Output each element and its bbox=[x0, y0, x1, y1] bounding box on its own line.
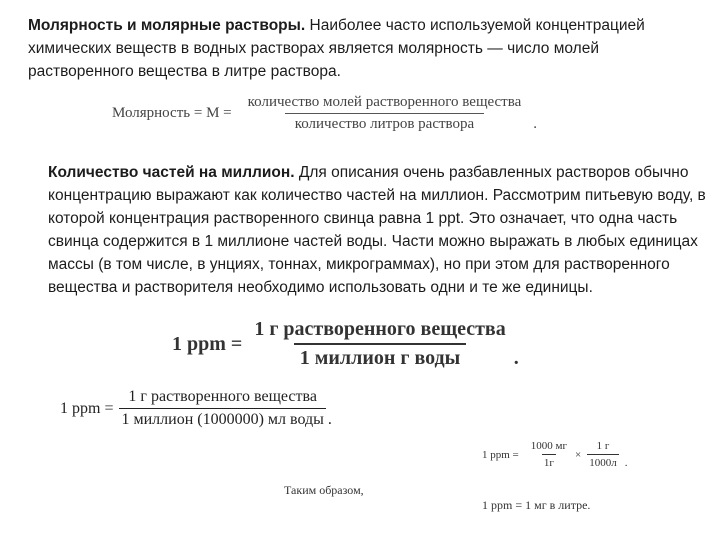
paragraph-title: Молярность и молярные растворы. bbox=[28, 17, 306, 34]
formula-end: . bbox=[327, 411, 332, 428]
fraction-denominator: 1000л bbox=[587, 454, 619, 469]
paragraph-ppm bbox=[48, 161, 708, 299]
fraction-numerator: количество молей растворенного вещества bbox=[247, 94, 522, 110]
fraction-denominator: 1 миллион (1000000) мл воды bbox=[119, 408, 325, 429]
fraction-numerator: 1 г растворенного вещества bbox=[254, 318, 506, 340]
formula-end: . bbox=[624, 457, 628, 469]
fraction-second bbox=[587, 440, 619, 469]
fraction-denominator: количество литров раствора bbox=[285, 113, 484, 133]
formula-end: . bbox=[513, 347, 519, 369]
paragraph-molarity bbox=[28, 14, 708, 83]
formula-ppm-conversion bbox=[482, 440, 627, 469]
multiply-sign: × bbox=[575, 448, 582, 461]
fraction-first bbox=[529, 440, 569, 469]
paragraph-text: Для описания очень разбавленных растворов обычно концентрацию выражают как количество частей на миллион. Рассмотрим питьевую воду, в которой концентрация растворенного свинца равна 1 ppt. Это означает, что одна часть свинца содержится в 1 миллионе частей воды. Части можно выражать в любых единицах массы (в том числе, в унциях, тоннах, микрограммах), но при этом для растворенного вещества и растворителя необходимо использовать одни и те же единицы. bbox=[48, 164, 706, 296]
formula-molarity bbox=[112, 94, 537, 133]
conclusion-lead: Таким образом, bbox=[284, 483, 364, 497]
fraction-numerator: 1 г bbox=[596, 440, 610, 452]
formula-lhs: Молярность = М = bbox=[112, 105, 232, 121]
fraction-numerator: 1 г растворенного вещества bbox=[128, 388, 317, 405]
formula-ppm-grams bbox=[172, 318, 519, 370]
fraction bbox=[238, 94, 532, 133]
formula-conclusion: 1 ppm = 1 мг в литре. bbox=[482, 498, 591, 512]
fraction bbox=[119, 388, 325, 429]
formula-lhs: 1 ppm = bbox=[482, 448, 519, 461]
formula-lhs: 1 ppm = bbox=[172, 332, 243, 355]
fraction-denominator: 1г bbox=[542, 454, 556, 469]
paragraph-text: Наиболее часто используемой концентрацией химических веществ в водных растворах является молярность — число молей растворенного вещества в литре раствора. bbox=[28, 17, 645, 80]
fraction-numerator: 1000 мг bbox=[530, 440, 567, 452]
paragraph-title: Количество частей на миллион. bbox=[48, 164, 295, 181]
fraction bbox=[248, 318, 511, 370]
formula-end: . bbox=[533, 116, 538, 132]
formula-lhs: 1 ppm = bbox=[60, 399, 114, 417]
formula-ppm-milliliters bbox=[60, 388, 332, 429]
fraction-denominator: 1 миллион г воды bbox=[294, 343, 467, 370]
